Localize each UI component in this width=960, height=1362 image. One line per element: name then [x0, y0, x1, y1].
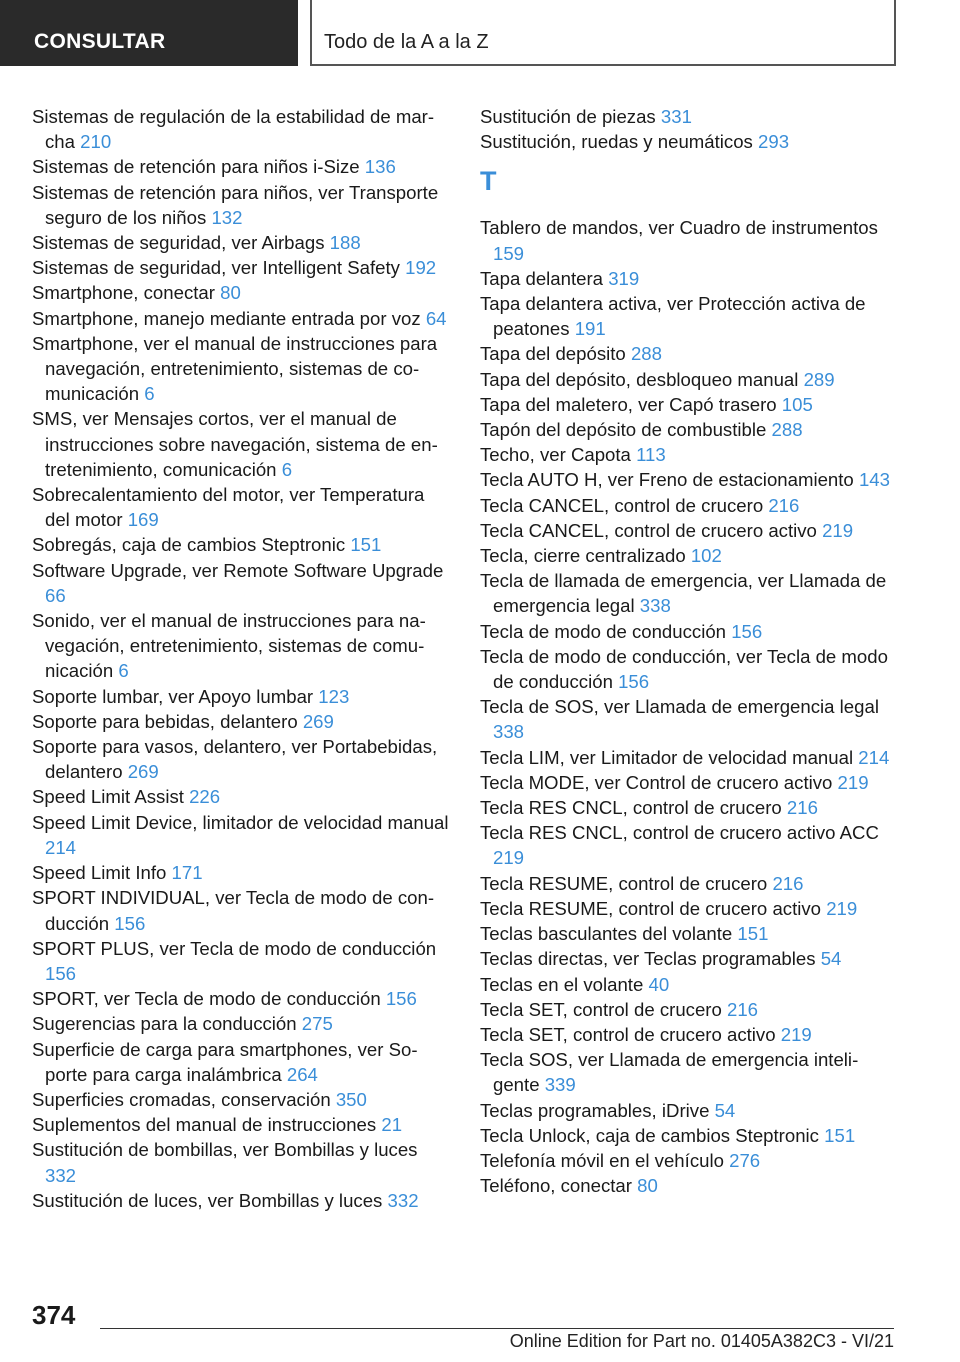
index-entry-text: Teclas programables, iDrive — [480, 1099, 710, 1121]
index-entry — [32, 885, 450, 935]
page-link[interactable]: 64 — [425, 307, 447, 329]
index-entry — [32, 810, 450, 860]
page-link[interactable]: 132 — [211, 206, 243, 228]
index-entry-text: Smartphone, ver el manual de instrucciones para navegación, entretenimiento, sistemas de comunicación — [32, 332, 438, 405]
page-link[interactable]: 216 — [772, 872, 804, 894]
index-entry-text: Tecla Unlock, caja de cambios Steptronic — [480, 1124, 819, 1146]
page-link[interactable]: 171 — [171, 862, 203, 884]
index-entry-text: Tecla, cierre centralizado — [480, 545, 686, 567]
index-entry-text: Sustitución de luces, ver Bombillas y luces — [32, 1189, 383, 1211]
index-entry-text: Sugerencias para la conducción — [32, 1013, 297, 1035]
index-list-s-continued — [480, 104, 898, 154]
index-entry — [480, 820, 898, 870]
index-entry-text: Tablero de mandos, ver Cuadro de instrumentos — [480, 217, 878, 239]
page-link[interactable]: 214 — [45, 836, 77, 858]
index-entry-text: Sistemas de seguridad, ver Airbags — [32, 232, 325, 254]
page-link[interactable]: 216 — [768, 494, 800, 516]
page-link[interactable]: 6 — [281, 458, 293, 480]
index-entry-text: Soporte para bebidas, delantero — [32, 710, 298, 732]
page-link[interactable]: 332 — [45, 1164, 77, 1186]
page-link[interactable]: 105 — [781, 393, 813, 415]
page-link[interactable]: 156 — [618, 671, 650, 693]
footer-divider — [100, 1328, 894, 1329]
index-entry — [32, 280, 450, 305]
index-entry — [480, 215, 898, 265]
page-link[interactable]: 123 — [318, 685, 350, 707]
index-entry-text: Tapa del maletero, ver Capó trasero — [480, 393, 777, 415]
header-divider — [310, 0, 312, 66]
index-entry — [32, 734, 450, 784]
index-entry-text: Sistemas de seguridad, ver Intelligent Safety — [32, 257, 400, 279]
index-column-right — [480, 104, 898, 1198]
index-entry — [32, 180, 450, 230]
index-entry-text: Sustitución de bombillas, ver Bombillas y luces — [32, 1139, 418, 1161]
page-link[interactable]: 156 — [45, 962, 77, 984]
page-link[interactable]: 6 — [144, 383, 155, 405]
page-link[interactable]: 288 — [771, 419, 803, 441]
index-list-t — [480, 215, 898, 1198]
index-entry-text: Tecla SET, control de crucero activo — [480, 1023, 776, 1045]
page-link[interactable]: 275 — [301, 1013, 333, 1035]
page-link[interactable]: 188 — [329, 232, 361, 254]
index-entry — [32, 154, 450, 179]
index-entry-text: Tecla MODE, ver Control de crucero activo — [480, 771, 833, 793]
index-entry — [480, 467, 898, 492]
index-entry-text: Tecla SET, control de crucero — [480, 998, 722, 1020]
index-entry — [480, 1098, 898, 1123]
page-link[interactable]: 269 — [302, 710, 334, 732]
page-link[interactable]: 192 — [405, 257, 437, 279]
index-entry — [480, 1173, 898, 1198]
page-link[interactable]: 332 — [387, 1189, 419, 1211]
index-entry-text: Tecla RESUME, control de crucero — [480, 872, 768, 894]
index-entry — [32, 406, 450, 482]
index-entry — [480, 1148, 898, 1173]
index-entry-text: Software Upgrade, ver Remote Software Upgrade — [32, 559, 444, 581]
index-entry — [480, 770, 898, 795]
index-entry — [32, 608, 450, 684]
index-entry-text: Tapa delantera activa, ver Protección activa de peatones — [480, 293, 866, 340]
index-entry-text: Tecla de SOS, ver Llamada de emergencia legal — [480, 696, 879, 718]
index-entry — [480, 972, 898, 997]
index-entry — [32, 1087, 450, 1112]
index-entry — [32, 860, 450, 885]
page-link[interactable]: 136 — [364, 156, 396, 178]
page-link[interactable]: 143 — [858, 469, 890, 491]
index-entry — [480, 921, 898, 946]
index-entry-text: Tecla CANCEL, control de crucero — [480, 494, 764, 516]
index-entry — [32, 784, 450, 809]
index-entry-text: Tecla AUTO H, ver Freno de estacionamiento — [480, 469, 854, 491]
index-entry-text: Tecla RES CNCL, control de crucero activo ACC — [480, 822, 879, 844]
index-entry — [480, 266, 898, 291]
page-link[interactable]: 219 — [780, 1023, 812, 1045]
index-entry — [32, 482, 450, 532]
index-entry-text: SMS, ver Mensajes cortos, ver el manual de instrucciones sobre navegación, sistema de entretenimiento, comunicación — [32, 408, 438, 480]
index-entry — [32, 684, 450, 709]
index-entry-text: Sustitución, ruedas y neumáticos — [480, 131, 753, 153]
page-link[interactable]: 80 — [637, 1175, 658, 1197]
page-link[interactable]: 350 — [335, 1088, 367, 1110]
page-link[interactable]: 219 — [837, 771, 869, 793]
index-entry-text: Sonido, ver el manual de instrucciones para navegación, entretenimiento, sistemas de comunicación — [32, 610, 426, 682]
index-entry-text: Teléfono, conectar — [480, 1175, 632, 1197]
section-letter: T — [480, 166, 497, 197]
page-link[interactable]: 264 — [286, 1063, 318, 1085]
index-entry — [480, 417, 898, 442]
section-tab[interactable]: CONSULTAR — [0, 0, 298, 66]
index-entry-text: SPORT INDIVIDUAL, ver Tecla de modo de conducción — [32, 887, 435, 934]
header-title: Todo de la A a la Z — [324, 31, 489, 53]
index-entry — [32, 1011, 450, 1036]
index-entry — [480, 745, 898, 770]
index-entry-text: Soporte lumbar, ver Apoyo lumbar — [32, 685, 314, 707]
page-link[interactable]: 151 — [737, 923, 769, 945]
page-link[interactable]: 226 — [189, 786, 221, 808]
index-entry-text: Tecla CANCEL, control de crucero activo — [480, 519, 817, 541]
index-entry — [480, 997, 898, 1022]
index-entry-text: Sobregás, caja de cambios Steptronic — [32, 534, 346, 556]
page-link[interactable]: 66 — [45, 584, 66, 606]
page-link[interactable]: 219 — [493, 847, 525, 869]
index-entry — [480, 518, 898, 543]
index-entry — [32, 1188, 450, 1213]
index-entry-text: Sistemas de retención para niños i-Size — [32, 156, 360, 178]
page-link[interactable]: 54 — [820, 948, 842, 970]
index-entry-text: Tecla SOS, ver Llamada de emergencia inteligente — [480, 1049, 859, 1096]
page-link[interactable]: 214 — [858, 746, 890, 768]
index-entry-text: Techo, ver Capota — [480, 444, 631, 466]
index-entry — [480, 442, 898, 467]
index-entry — [32, 1112, 450, 1137]
index-entry-text: Tapón del depósito de combustible — [480, 419, 767, 441]
index-entry — [480, 104, 898, 129]
index-entry — [32, 306, 450, 331]
page-link[interactable]: 169 — [127, 509, 159, 531]
index-entry — [480, 644, 898, 694]
index-entry — [480, 871, 898, 896]
index-entry-text: SPORT, ver Tecla de modo de conducción — [32, 988, 381, 1010]
index-entry — [480, 291, 898, 341]
index-entry — [480, 493, 898, 518]
index-entry — [480, 619, 898, 644]
index-entry — [32, 1137, 450, 1187]
page-link[interactable]: 191 — [574, 318, 606, 340]
index-entry-text: Tapa del depósito, desbloqueo manual — [480, 368, 799, 390]
index-entry — [480, 1022, 898, 1047]
index-entry — [32, 230, 450, 255]
index-entry-text: Teclas en el volante — [480, 973, 644, 995]
index-entry-text: Soporte para vasos, delantero, ver Portabebidas, delantero — [32, 736, 438, 783]
page-link[interactable]: 216 — [786, 797, 818, 819]
page-link[interactable]: 219 — [826, 897, 858, 919]
page-number: 374 — [32, 1300, 76, 1330]
index-entry — [480, 1123, 898, 1148]
page-link[interactable]: 159 — [493, 242, 525, 264]
index-entry-text: Tecla de modo de conducción, ver Tecla de modo de conducción — [480, 645, 888, 693]
page-header — [0, 0, 960, 66]
page-link[interactable]: 21 — [381, 1114, 403, 1136]
index-entry — [480, 543, 898, 568]
index-entry-text: Speed Limit Info — [32, 862, 167, 884]
index-entry — [480, 568, 898, 618]
index-entry — [480, 795, 898, 820]
index-entry-text: Telefonía móvil en el vehículo — [480, 1149, 724, 1171]
index-entry-text: Sistemas de regulación de la estabilidad de marcha — [32, 106, 435, 153]
index-entry-text: Smartphone, manejo mediante entrada por voz — [32, 307, 421, 329]
page-link[interactable]: 102 — [690, 545, 722, 567]
page-link[interactable]: 156 — [114, 912, 146, 934]
page-link[interactable]: 80 — [220, 282, 241, 304]
page-link[interactable]: 338 — [639, 595, 671, 617]
page-link[interactable]: 293 — [758, 131, 790, 153]
index-entry-text: Sistemas de retención para niños, ver Transporte seguro de los niños — [32, 181, 439, 228]
index-entry-text: Sustitución de piezas — [480, 106, 656, 127]
index-entry — [32, 558, 450, 608]
index-entry — [480, 129, 898, 154]
page-link[interactable]: 216 — [727, 998, 759, 1020]
index-column-left — [32, 104, 450, 1213]
index-entry-text: Tecla de modo de conducción — [480, 620, 727, 642]
index-entry-text: Tapa delantera — [480, 267, 604, 289]
page-link[interactable]: 331 — [660, 106, 692, 127]
index-entry-text: Speed Limit Device, limitador de velocidad manual — [32, 811, 449, 833]
index-entry-text: Tecla de llamada de emergencia, ver Llamada de emergencia legal — [480, 570, 887, 617]
footer-edition: Online Edition for Part no. 01405A382C3 - VI/21 — [509, 1331, 894, 1351]
page-link[interactable]: 6 — [118, 660, 129, 682]
page-link[interactable]: 54 — [714, 1099, 736, 1121]
page-link[interactable]: 288 — [630, 343, 662, 365]
index-entry-text: Teclas basculantes del volante — [480, 923, 733, 945]
page-link[interactable]: 339 — [544, 1074, 576, 1096]
index-entry — [32, 532, 450, 557]
index-entry-text: Superficie de carga para smartphones, ver Soporte para carga inalámbrica — [32, 1038, 418, 1085]
index-entry-text: Superficies cromadas, conservación — [32, 1088, 331, 1110]
index-entry-text: Tecla LIM, ver Limitador de velocidad manual — [480, 746, 854, 768]
page-link[interactable]: 156 — [731, 620, 763, 642]
page-link[interactable]: 151 — [824, 1124, 856, 1146]
index-entry-text: Tecla RESUME, control de crucero activo — [480, 897, 822, 919]
index-entry — [32, 1037, 450, 1087]
index-entry-text: Teclas directas, ver Teclas programables — [480, 948, 816, 970]
index-entry — [32, 936, 450, 986]
index-entry-text: Tecla RES CNCL, control de crucero — [480, 797, 782, 819]
index-entry-text: Suplementos del manual de instrucciones — [32, 1114, 377, 1136]
page-link[interactable]: 338 — [493, 721, 525, 743]
index-entry-text: Sobrecalentamiento del motor, ver Temperatura del motor — [32, 484, 425, 531]
index-entry — [480, 946, 898, 971]
page-link[interactable]: 156 — [385, 988, 417, 1010]
index-entry — [480, 392, 898, 417]
index-entry — [480, 1047, 898, 1097]
index-entry-text: Speed Limit Assist — [32, 786, 184, 808]
index-entry — [32, 709, 450, 734]
index-entry-text: SPORT PLUS, ver Tecla de modo de conducción — [32, 937, 437, 959]
page-link[interactable]: 151 — [350, 534, 382, 556]
page-link[interactable]: 113 — [636, 444, 666, 466]
index-entry — [32, 104, 450, 154]
index-entry — [480, 694, 898, 744]
page-link[interactable]: 319 — [608, 267, 640, 289]
page-link[interactable]: 40 — [648, 973, 670, 995]
index-entry — [480, 367, 898, 392]
page-link[interactable]: 269 — [127, 761, 159, 783]
page-link[interactable]: 219 — [822, 519, 854, 541]
page-link[interactable]: 276 — [729, 1149, 761, 1171]
page-link[interactable]: 289 — [803, 368, 835, 390]
index-entry — [480, 341, 898, 366]
header-underline — [310, 64, 896, 66]
index-entry-text: Smartphone, conectar — [32, 282, 215, 304]
header-right-edge — [894, 0, 896, 66]
index-entry — [32, 255, 450, 280]
index-entry — [480, 896, 898, 921]
index-entry-text: Tapa del depósito — [480, 343, 626, 365]
index-entry — [32, 986, 450, 1011]
page-link[interactable]: 210 — [80, 131, 112, 153]
index-entry — [32, 331, 450, 407]
